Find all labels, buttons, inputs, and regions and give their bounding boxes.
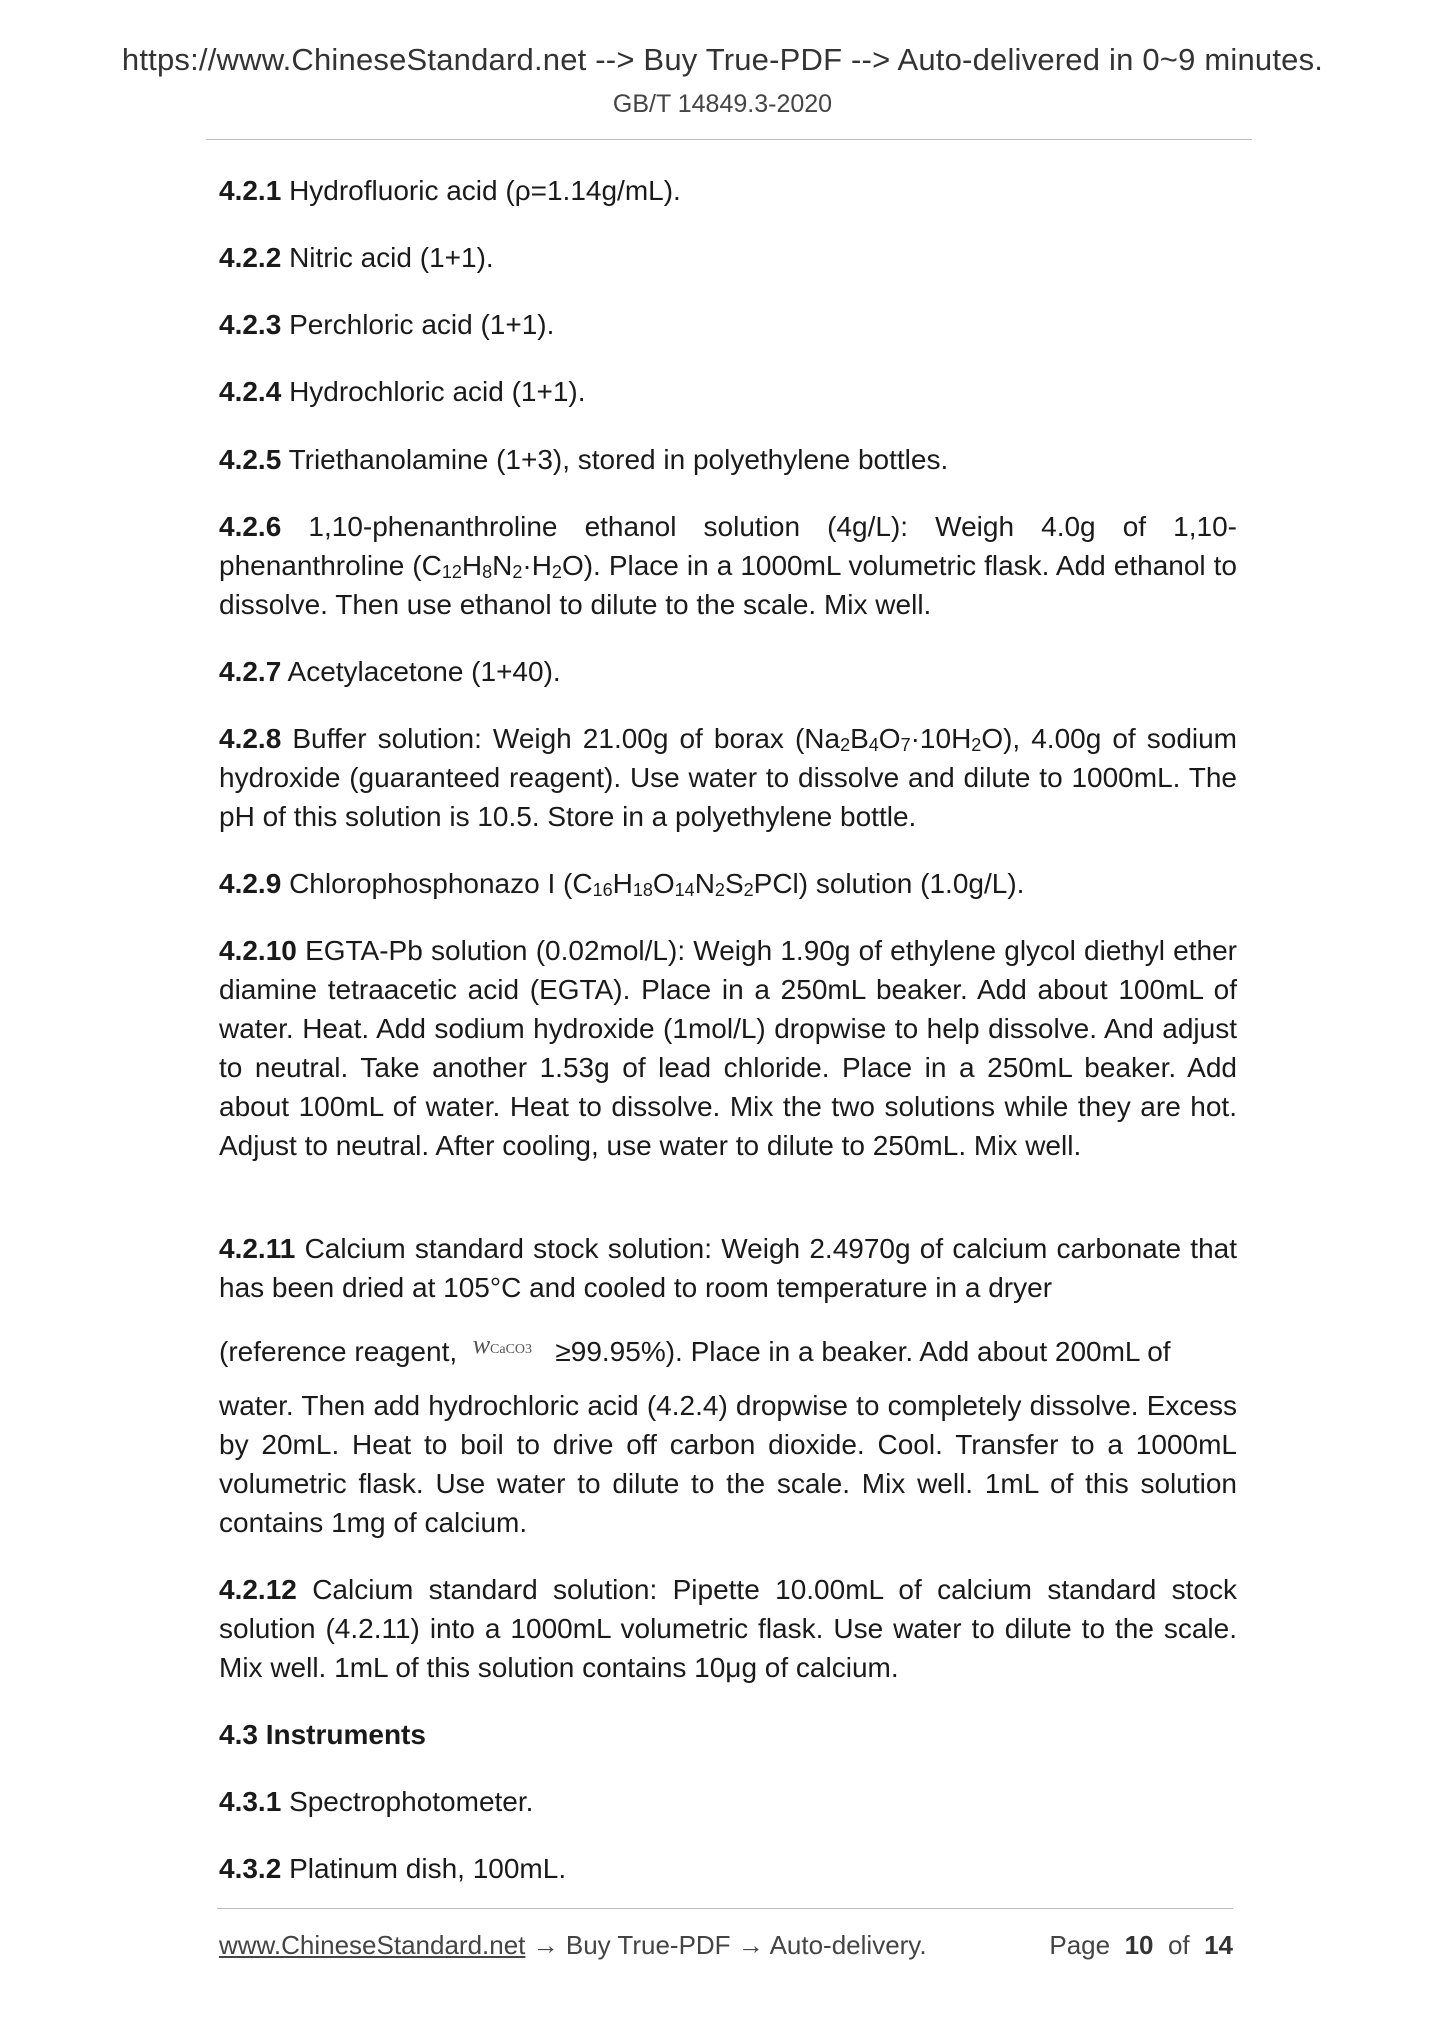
item-number: 4.2.3 <box>219 309 282 340</box>
item-4-2-4 <box>219 372 1237 411</box>
footer-site-link[interactable]: www.ChineseStandard.net <box>219 1930 526 1960</box>
item-text: Platinum dish, 100mL. <box>289 1853 567 1884</box>
item-number: 4.3.2 <box>219 1853 282 1884</box>
item-number: 4.2.10 <box>219 935 297 966</box>
item-number: 4.2.2 <box>219 242 282 273</box>
section-heading-4-3: 4.3 Instruments <box>219 1719 426 1750</box>
mass-fraction-subscript: CaCO3 <box>490 1342 533 1357</box>
footer-tagline: → Buy True-PDF → Auto-delivery. <box>525 1930 927 1960</box>
item-4-2-12 <box>219 1570 1237 1687</box>
page-total: 14 <box>1204 1930 1233 1960</box>
item-4-2-1 <box>219 171 1237 210</box>
footer <box>219 1930 1233 1961</box>
item-4-2-10 <box>219 931 1237 1165</box>
item-text: Triethanolamine (1+3), stored in polyethylene bottles. <box>288 444 949 475</box>
item-number: 4.2.7 <box>219 656 282 687</box>
item-4-2-6: 4.2.6 1,10-phenanthroline ethanol solution (4g/L): Weigh 4.0g of 1,10-phenanthroline $(C_{12}H_8N_2\cdot H_2O)$. Place in a 1000mL volumetric flask. Add ethanol to dissolve. Then use ethanol to dilute to the scale. Mix well. <box>219 511 1238 620</box>
item-text: Hydrochloric acid (1+1). <box>289 376 586 407</box>
item-4-2-8: 4.2.8 Buffer solution: Weigh 21.00g of borax $(Na_2B_4O_7\cdot 10H_2O)$, 4.00g of sodium hydroxide (guaranteed reagent). Use water to dissolve and dilute to 1000mL. The pH of this solution is 10.5. Store in a polyethylene bottle. <box>219 723 1238 832</box>
item-number: 4.2.4 <box>219 376 282 407</box>
standard-code: GB/T 14849.3-2020 <box>612 90 833 118</box>
item-4-2-5 <box>219 440 1237 479</box>
item-4-2-11-formula-line: (reference reagent, $w^{CaCO3}$ ≥99.95%). Place in a beaker. Add about 200mL of <box>219 1330 1171 1367</box>
page-indicator: Page 10 of 14 <box>1049 1930 1233 1960</box>
footer-divider <box>217 1908 1233 1909</box>
top-banner: https://www.ChineseStandard.net --> Buy True-PDF --> Auto-delivered in 0~9 minutes. <box>121 42 1324 77</box>
item-text: Acetylacetone (1+40). <box>287 656 561 687</box>
item-text: EGTA-Pb solution (0.02mol/L): Weigh 1.90g of ethylene glycol diethyl ether diamine tetraacetic acid (EGTA). Place in a 250mL beaker. Add about 100mL of water. Heat. Add sodium hydroxide (1mol/L) dropwise to help dissolve. And adjust to neutral. Take another 1.53g of lead chloride. Place in a 250mL beaker. Add about 100mL of water. Heat to dissolve. Mix the two solutions while they are hot. Adjust to neutral. After cooling, use water to dilute to 250mL. Mix well. <box>219 935 1237 1161</box>
item-number: 4.2.8 <box>219 723 282 754</box>
item-4-2-3 <box>219 305 1237 344</box>
item-number: 4.2.5 <box>219 444 282 475</box>
item-number: 4.3.1 <box>219 1786 282 1817</box>
item-text: Nitric acid (1+1). <box>289 242 494 273</box>
item-4-2-2 <box>219 238 1237 277</box>
item-number: 4.2.12 <box>219 1574 297 1605</box>
item-text: Spectrophotometer. <box>289 1786 534 1817</box>
item-4-3-1 <box>219 1782 1237 1821</box>
item-4-2-9: 4.2.9 Chlorophosphonazo I $(C_{16}H_{18}O_{14}N_2S_2PCl)$ solution (1.0g/L). <box>219 868 1025 900</box>
item-text: Hydrofluoric acid (ρ=1.14g/mL). <box>289 175 681 206</box>
page-number: 10 <box>1124 1930 1154 1960</box>
item-4-2-7 <box>219 652 1237 691</box>
item-4-2-11-continued: water. Then add hydrochloric acid (4.2.4) dropwise to completely dissolve. Excess by 20mL. Heat to boil to drive off carbon dioxide. Cool. Transfer to a 1000mL volumetric flask. Use water to dilute to the scale. Mix well. 1mL of this solution contains 1mg of calcium. <box>219 1390 1237 1538</box>
item-number: 4.2.6 <box>219 511 282 542</box>
item-number: 4.2.11 <box>219 1233 296 1264</box>
item-number: 4.2.1 <box>219 175 282 206</box>
item-4-2-11: 4.2.11 Calcium standard stock solution: Weigh 2.4970g of calcium carbonate that has been dried at 105°C and cooled to room temperature in a dryer <box>219 1233 1238 1303</box>
item-4-3-2 <box>219 1849 1237 1888</box>
item-number: 4.2.9 <box>219 868 282 899</box>
item-text: Perchloric acid (1+1). <box>289 309 555 340</box>
header-divider <box>206 139 1252 140</box>
mass-fraction-symbol: w <box>472 1330 491 1359</box>
item-text: Calcium standard solution: Pipette 10.00mL of calcium standard stock solution (4.2.11) into a 1000mL volumetric flask. Use water to dilute to the scale. Mix well. 1mL of this solution contains 10μg of calcium. <box>219 1574 1237 1683</box>
